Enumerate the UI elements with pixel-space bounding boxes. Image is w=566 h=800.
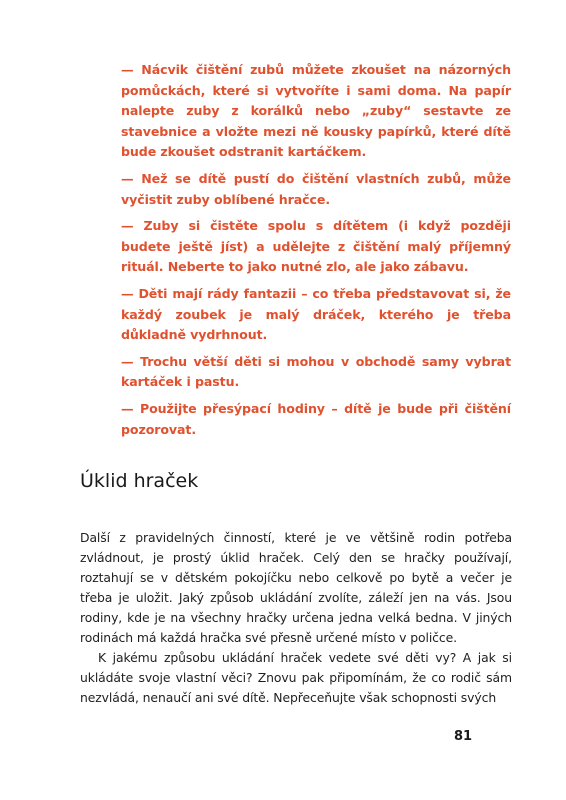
- tips-list: [121, 60, 511, 446]
- section-body: [80, 528, 512, 708]
- tip-item: — Použijte přesýpací hodiny – dítě je bude při čištění pozorovat.: [121, 400, 511, 437]
- tip-item: — Než se dítě pustí do čištění vlastních zubů, může vyčistit zuby oblíbené hračce.: [121, 170, 511, 207]
- section-heading: Úklid hraček: [80, 470, 199, 492]
- body-paragraph: K jakému způsobu ukládání hraček vedete své děti vy? A jak si ukládáte svoje vlastní věci? Znovu pak připomínám, že co rodič sám nezvládá, nenaučí ani své dítě. Nepřeceňujte však schopnosti svých: [80, 650, 512, 705]
- tip-item: — Trochu větší děti si mohou v obchodě samy vybrat kartáček i pastu.: [121, 353, 511, 390]
- body-paragraph: Další z pravidelných činností, které je ve většině rodin potřeba zvládnout, je prostý úklid hraček. Celý den se hračky používají, roztahují se v dětském pokojíčku nebo celkově po bytě a večer je třeba je uložit. Jaký způsob ukládání zvolíte, záleží jen na vás. Jsou rodiny, kde je na všechny hračky určena jedna velká bedna. V jiných rodinách má každá hračka své přesně určené místo v poličce.: [80, 530, 512, 645]
- page-number: 81: [454, 729, 473, 744]
- tip-item: — Zuby si čistěte spolu s dítětem (i když později budete ještě jíst) a udělejte z čištění malý příjemný rituál. Neberte to jako nutné zlo, ale jako zábavu.: [121, 218, 511, 275]
- tip-item: — Nácvik čištění zubů můžete zkoušet na názorných pomůckách, které si vytvoříte i sami doma. Na papír nalepte zuby z korálků nebo „zuby“ sestavte ze stavebnice a vložte mezi ně kousky papírků, které dítě bude zkoušet odstranit kartáčkem.: [121, 62, 511, 160]
- tip-item: — Děti mají rády fantazii – co třeba představovat si, že každý zoubek je malý dráček, kterého je třeba důkladně vydrhnout.: [121, 285, 511, 343]
